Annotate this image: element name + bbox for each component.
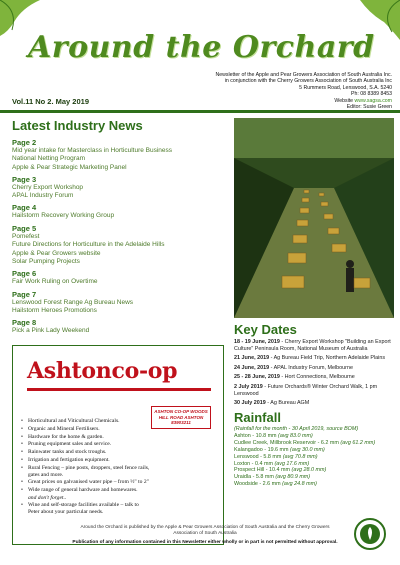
- news-list: [12, 135, 232, 336]
- rainfall-average: (avg 70.8 mm): [282, 453, 318, 460]
- news-item-link[interactable]: National Netting Program: [12, 155, 85, 163]
- rainfall-place: Woodside - 2.6 mm: [234, 481, 281, 488]
- news-item-link[interactable]: Solar Pumping Projects: [12, 258, 80, 266]
- key-date-date: 24 June, 2019: [234, 364, 270, 371]
- news-page-label: Page 2: [12, 137, 37, 147]
- footer-copyright: Publication of any information contained in this Newsletter either wholly or in part is not permitted without approval.: [72, 540, 338, 545]
- key-date-date: 21 June, 2019: [234, 355, 270, 362]
- key-date-date: 30 July 2019: [234, 400, 266, 407]
- publisher-line: in conjunction with the Cherry Growers Association of South Australia Inc: [224, 78, 392, 85]
- rainfall-average: (avg 83.0 mm): [278, 432, 313, 439]
- key-date-row: [234, 374, 396, 381]
- rainfall-place: Prospect Hill - 10.4 mm: [234, 467, 291, 474]
- news-item-link[interactable]: Mid year intake for Masterclass in Horticulture Business: [12, 146, 173, 154]
- ad-service-item: • Rainwater tanks and stock troughs.: [21, 449, 151, 456]
- ad-reminder: and don't forget..: [28, 494, 67, 501]
- rainfall-place: Cudlee Creek, Millbrook Reservoir - 6.2 mm: [234, 439, 339, 446]
- key-dates-heading: Key Dates: [234, 322, 297, 337]
- rainfall-average: (avg 61.2 mm): [340, 439, 376, 446]
- key-date-event: - Cherry Export Workshop "Building an Export Culture" Peninsula Room, National Museum of Australia: [234, 339, 391, 352]
- ad-address-box: ASHTON CO-OP WOODS HILL ROAD ASHTON 83903211: [151, 406, 211, 429]
- key-date-event: - Hort Connections, Melbourne: [279, 374, 355, 381]
- website-link[interactable]: www.sagsa.com: [354, 97, 392, 104]
- news-page-label: Page 5: [12, 223, 37, 233]
- rainfall-average: (avg 28.0 mm): [291, 467, 327, 474]
- news-page-label: Page 8: [12, 318, 37, 328]
- ad-service-item: • Horticultural and Viticultural Chemicals.: [21, 418, 151, 425]
- key-date-date: 2 July 2019: [234, 383, 263, 390]
- newsletter-title: Around the Orchard: [28, 30, 375, 65]
- news-page-label: Page 6: [12, 269, 37, 279]
- news-item-link[interactable]: Pomefest: [12, 232, 40, 240]
- rainfall-row: [234, 461, 396, 468]
- publisher-line: Newsletter of the Apple and Pear Growers Association of South Australia Inc.: [215, 72, 392, 78]
- key-dates-list: [234, 339, 396, 410]
- key-date-date: 25 - 28 June, 2019: [234, 374, 280, 381]
- ad-service-item: • Organic and Mineral Fertilisers.: [21, 426, 151, 433]
- footer: [70, 525, 340, 546]
- news-item-link[interactable]: Hailstorm Recovery Working Group: [12, 212, 115, 220]
- ad-service-item: • Wine and self-storage facilities available – talk to Peter about your particular needs.: [21, 502, 151, 516]
- issue-volume: Vol.11 No 2. May 2019: [12, 97, 89, 106]
- rainfall-row: [234, 467, 396, 474]
- news-item-link[interactable]: Apple & Pear Growers website: [12, 249, 101, 257]
- ad-service-item: • Rural Fencing – pine posts, droppers, steel fence rails, gates and more.: [21, 465, 151, 479]
- news-heading: Latest Industry News: [12, 118, 143, 133]
- website-label: Website: [334, 97, 354, 104]
- key-date-row: [234, 365, 396, 372]
- publisher-editor: Editor: Susie Green: [346, 104, 392, 111]
- ad-services-list: [21, 418, 151, 516]
- rainfall-place: Loxton - 0.4 mm: [234, 460, 273, 467]
- news-page-label: Page 7: [12, 289, 37, 299]
- news-item-link[interactable]: Apple & Pear Strategic Marketing Panel: [12, 163, 127, 171]
- rainfall-heading: Rainfall: [234, 410, 281, 425]
- publisher-address: 5 Rummers Road, Lenswood, S.A. 5240: [299, 84, 392, 91]
- key-date-row: [234, 400, 396, 407]
- news-item-link[interactable]: Lenswood Forest Range Ag Bureau News: [12, 298, 134, 306]
- rainfall-place: Ashton - 10.8 mm: [234, 432, 277, 439]
- rainfall-row: [234, 440, 396, 447]
- ad-service-item: • Irrigation and fertigation equipment.: [21, 457, 151, 464]
- rainfall-row: [234, 481, 396, 488]
- rainfall-average: (avg 80.9 mm): [275, 474, 311, 481]
- rainfall-row: [234, 447, 396, 454]
- rainfall-place: Lenswood - 5.8 mm: [234, 453, 282, 460]
- rainfall-row: [234, 454, 396, 461]
- news-page-label: Page 4: [12, 203, 37, 213]
- news-item-link[interactable]: APAL Industry Forum: [12, 192, 74, 200]
- rainfall-row: [234, 433, 396, 440]
- rainfall-average: (avg 24.8 mm): [282, 481, 317, 488]
- key-date-row: [234, 384, 396, 397]
- ad-service-item: • Pruning equipment sales and service.: [21, 441, 151, 448]
- key-date-event: - APAL Industry Forum, Melbourne: [269, 364, 353, 371]
- ad-service-item: • Great prices on galvanised water pipe – from ½" to 2": [21, 479, 151, 486]
- key-date-event: - Ag Bureau Field Trip, Northern Adelaide Plains: [269, 355, 386, 362]
- footer-publisher: Around the Orchard is published by the Apple & Pear Growers Association of South Australia and the Cherry Growers Association of South Australia: [80, 525, 330, 536]
- header-divider: [0, 110, 400, 113]
- ashton-coop-logo: Ashtonco-op: [27, 358, 178, 384]
- publisher-phone: Ph: 08 8389 8453: [351, 91, 392, 98]
- ad-service-item: • Wide range of general hardware and homewares.: [21, 487, 151, 494]
- news-item-link[interactable]: Hailstorm Heroes Promotions: [12, 307, 97, 315]
- rainfall-row: [234, 474, 396, 481]
- logo-underline: [27, 388, 211, 391]
- rainfall-note: (Rainfall for the month - 30 April 2019, source BOM): [234, 426, 359, 432]
- rainfall-place: Kalangadoo - 19.6 mm: [234, 446, 289, 453]
- news-item-link[interactable]: Fair Work Ruling on Overtime: [12, 278, 98, 286]
- key-date-event: - Ag Bureau AGM: [265, 400, 310, 407]
- news-item-link[interactable]: Pick a Pink Lady Weekend: [12, 327, 90, 335]
- rainfall-average: (avg 17.6 mm): [274, 460, 310, 467]
- rainfall-place: Uraidla - 5.8 mm: [234, 474, 274, 481]
- publisher-info: [202, 72, 392, 110]
- key-date-date: 18 - 19 June, 2019: [234, 339, 280, 345]
- rainfall-average: (avg 30.0 mm): [290, 446, 325, 453]
- news-page-label: Page 3: [12, 174, 37, 184]
- rainfall-list: [234, 426, 396, 488]
- key-date-event: - Future Orchards® Winter Orchard Walk, 1 pm Lenswood: [234, 383, 378, 397]
- key-date-row: [234, 355, 396, 362]
- ashton-coop-advertisement: [12, 345, 224, 545]
- ad-service-item: • Hardware for the home & garden.: [21, 434, 151, 441]
- association-seal-icon: [354, 518, 386, 550]
- key-date-row: [234, 339, 396, 352]
- orchard-photo: [234, 118, 394, 318]
- news-item-link[interactable]: Future Directions for Horticulture in the Adelaide Hills: [12, 241, 165, 249]
- news-item-link[interactable]: Cherry Export Workshop: [12, 183, 84, 191]
